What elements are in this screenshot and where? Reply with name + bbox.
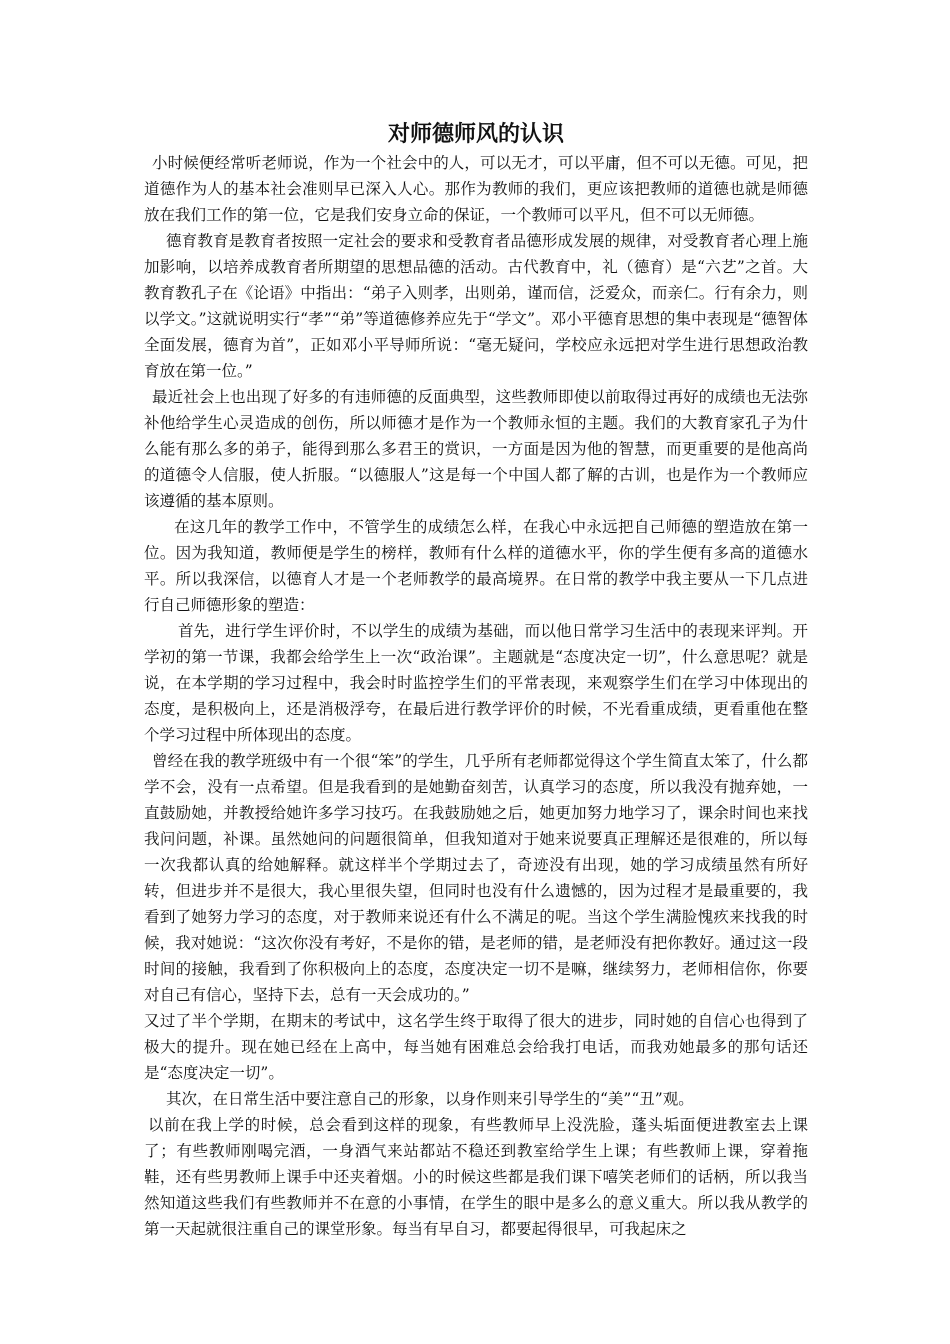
- paragraph-6: 曾经在我的教学班级中有一个很“笨”的学生，几乎所有老师都觉得这个学生简直太笨了，什么都学不会，没有一点希望。但是我看到的是她勤奋刻苦，认真学习的态度，所以我没有抛弃她，一直鼓励她，并教授给她许多学习技巧。在我鼓励她之后，她更加努力地学习了，课余时间也来找我问问题，补课。虽然她问的问题很简单，但我知道对于她来说要真正理解还是很难的，所以每一次我都认真的给她解释。就这样半个学期过去了，奇迹没有出现，她的学习成绩虽然有所好转，但进步并不是很大，我心里很失望，但同时也没有什么遗憾的，因为过程才是最重要的，我看到了她努力学习的态度，对于教师来说还有什么不满足的呢。当这个学生满脸愧疚来找我的时候，我对她说：“这次你没有考好，不是你的错，是老师的错，是老师没有把你教好。通过这一段时间的接触，我看到了你积极向上的态度，态度决定一切不是嘛，继续努力，老师相信你，你要对自己有信心，坚持下去，总有一天会成功的。”: [144, 752, 808, 1004]
- paragraph-7: 又过了半个学期，在期末的考试中，这名学生终于取得了很大的进步，同时她的自信心也得到了极大的提升。现在她已经在上高中，每当她有困难总会给我打电话，而我劝她最多的那句话还是“态度决定一切”。: [144, 1012, 808, 1082]
- paragraph-5: 首先，进行学生评价时，不以学生的成绩为基础，而以他日常学习生活中的表现来评判。开学初的第一节课，我都会给学生上一次“政治课”。主题就是“态度决定一切”，什么意思呢？就是说，在本学期的学习过程中，我会时时监控学生们的平常表现，来观察学生们在学习中体现出的态度，是积极向上，还是消极浮夸，在最后进行教学评价的时候，不光看重成绩，更看重他在整个学习过程中所体现出的态度。: [144, 622, 808, 744]
- document-title: 对师德师风的认识: [387, 121, 564, 147]
- paragraph-3: 最近社会上也出现了好多的有违师德的反面典型，这些教师即使以前取得过再好的成绩也无法弥补他给学生心灵造成的创伤，所以师德才是作为一个教师永恒的主题。我们的大教育家孔子为什么能有那么多的弟子，能得到那么多君王的赏识，一方面是因为他的智慧，而更重要的是他高尚的道德令人信服，使人折服。“以德服人”这是每一个中国人都了解的古训，也是作为一个教师应该遵循的基本原则。: [144, 388, 808, 510]
- paragraph-8: 其次，在日常生活中要注意自己的形象，以身作则来引导学生的“美”“丑”观。: [166, 1090, 694, 1108]
- paragraph-1: 小时候便经常听老师说，作为一个社会中的人，可以无才，可以平庸，但不可以无德。可见，把道德作为人的基本社会准则早已深入人心。那作为教师的我们，更应该把教师的道德也就是师德放在我们工作的第一位，它是我们安身立命的保证，一个教师可以平凡，但不可以无师德。: [144, 154, 808, 224]
- paragraph-4: 在这几年的教学工作中，不管学生的成绩怎么样，在我心中永远把自己师德的塑造放在第一位。因为我知道，教师便是学生的榜样，教师有什么样的道德水平，你的学生便有多高的道德水平。所以我深信，以德育人才是一个老师教学的最高境界。在日常的教学中我主要从一下几点进行自己师德形象的塑造：: [144, 518, 808, 614]
- document-body: [144, 118, 808, 1242]
- paragraph-2: 德育教育是教育者按照一定社会的要求和受教育者品德形成发展的规律，对受教育者心理上施加影响，以培养成教育者所期望的思想品德的活动。古代教育中，礼（德育）是“六艺”之首。大教育教孔子在《论语》中指出：“弟子入则孝，出则弟，谨而信，泛爱众，而亲仁。行有余力，则以学文。”这就说明实行“孝”“弟”等道德修养应先于“学文”。邓小平德育思想的集中表现是“德智体全面发展，德育为首”，正如邓小平导师所说：“毫无疑问，学校应永远把对学生进行思想政治教育放在第一位。”: [144, 232, 808, 380]
- paragraph-9: 以前在我上学的时候，总会看到这样的现象，有些教师早上没洗脸，蓬头垢面便进教室去上课了；有些教师刚喝完酒，一身酒气来站都站不稳还到教室给学生上课；有些教师上课，穿着拖鞋，还有些男教师上课手中还夹着烟。小的时候这些都是我们课下嘻笑老师们的话柄，所以我当然知道这些我们有些教师并不在意的小事情，在学生的眼中是多么的意义重大。所以我从教学的第一天起就很注重自己的课堂形象。每当有早自习，都要起得很早，可我起床之: [144, 1116, 808, 1238]
